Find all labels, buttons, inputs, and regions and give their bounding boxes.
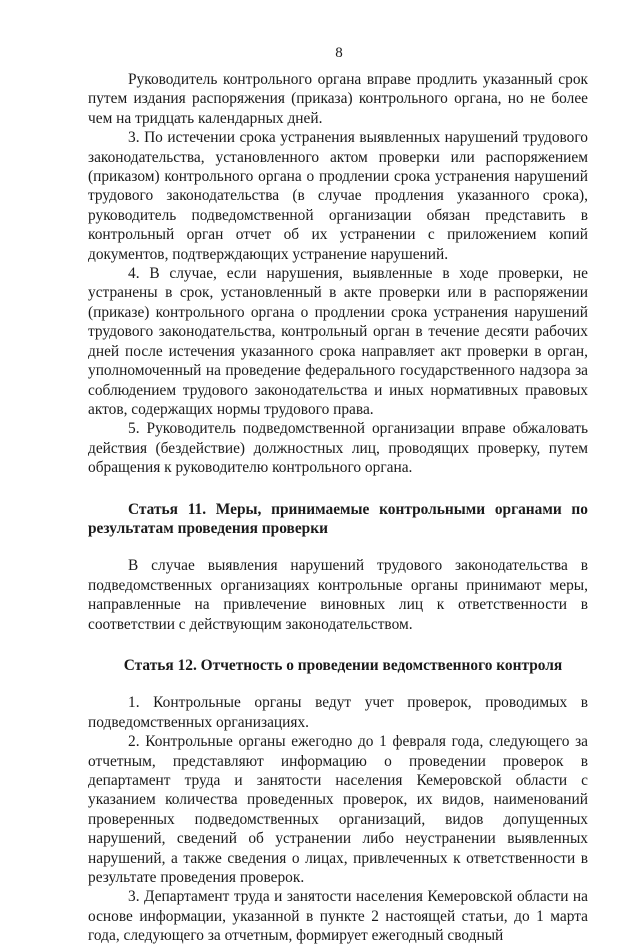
paragraph-item-3: 3. По истечении срока устранения выявленных нарушений трудового законодательства, установленного актом проверки или распоряжением (приказом) контрольного органа о продлении срока устранения нарушений трудового законодательства (в случае продления указанного срока), руководитель подведомственной организации обязан представить в контрольный орган отчет об их устранении с приложением копий документов, подтверждающих устранение нарушений.: [88, 129, 588, 263]
paragraph-extension-term: Руководитель контрольного органа вправе продлить указанный срок путем издания распоряжения (приказа) контрольного органа, но не более чем на тридцать календарных дней.: [88, 71, 588, 127]
article-12-heading: Статья 12. Отчетность о проведении ведомственного контроля: [123, 656, 563, 674]
paragraph-item-4: 4. В случае, если нарушения, выявленные в ходе проверки, не устранены в срок, установленный в акте проверки или в распоряжении (приказе) контрольного органа о продлении срока устранения нарушений трудового законодательства, контрольный орган в течение десяти рабочих дней после истечения указанного срока направляет акт проверки в орган, уполномоченный на проведение федерального государственного надзора за соблюдением трудового законодательства и иных нормативных правовых актов, содержащих нормы трудового права.: [88, 265, 588, 418]
page-number: 8: [335, 45, 343, 61]
article-12-item-1: 1. Контрольные органы ведут учет проверок, проводимых в подведомственных организациях.: [88, 694, 588, 731]
article-11-heading: Статья 11. Меры, принимаемые контрольными органами по результатам проведения проверки: [88, 500, 588, 537]
article-11-text: В случае выявления нарушений трудового законодательства в подведомственных организациях контрольные органы принимают меры, направленные на привлечение виновных лиц к ответственности в соответствии с действующим законодательством.: [88, 557, 588, 633]
article-12-item-2: 2. Контрольные органы ежегодно до 1 февраля года, следующего за отчетным, представляют информацию о проведении проверок в департамент труда и занятости населения Кемеровской области с указанием количества проведенных проверок, их видов, наименований проверенных подведомственных организаций, видов допущенных нарушений, сведений об устранении либо неустранении выявленных нарушений, а также сведения о лицах, привлеченных к ответственности в результате проведения проверок.: [88, 733, 588, 887]
article-12-item-3: 3. Департамент труда и занятости населения Кемеровской области на основе информации, указанной в пункте 2 настоящей статьи, до 1 марта года, следующего за отчетным, формирует ежегодный сводный: [88, 888, 588, 945]
paragraph-item-5: 5. Руководитель подведомственной организации вправе обжаловать действия (бездействие) должностных лиц, проводящих проверку, путем обращения к руководителю контрольного органа.: [88, 420, 588, 477]
